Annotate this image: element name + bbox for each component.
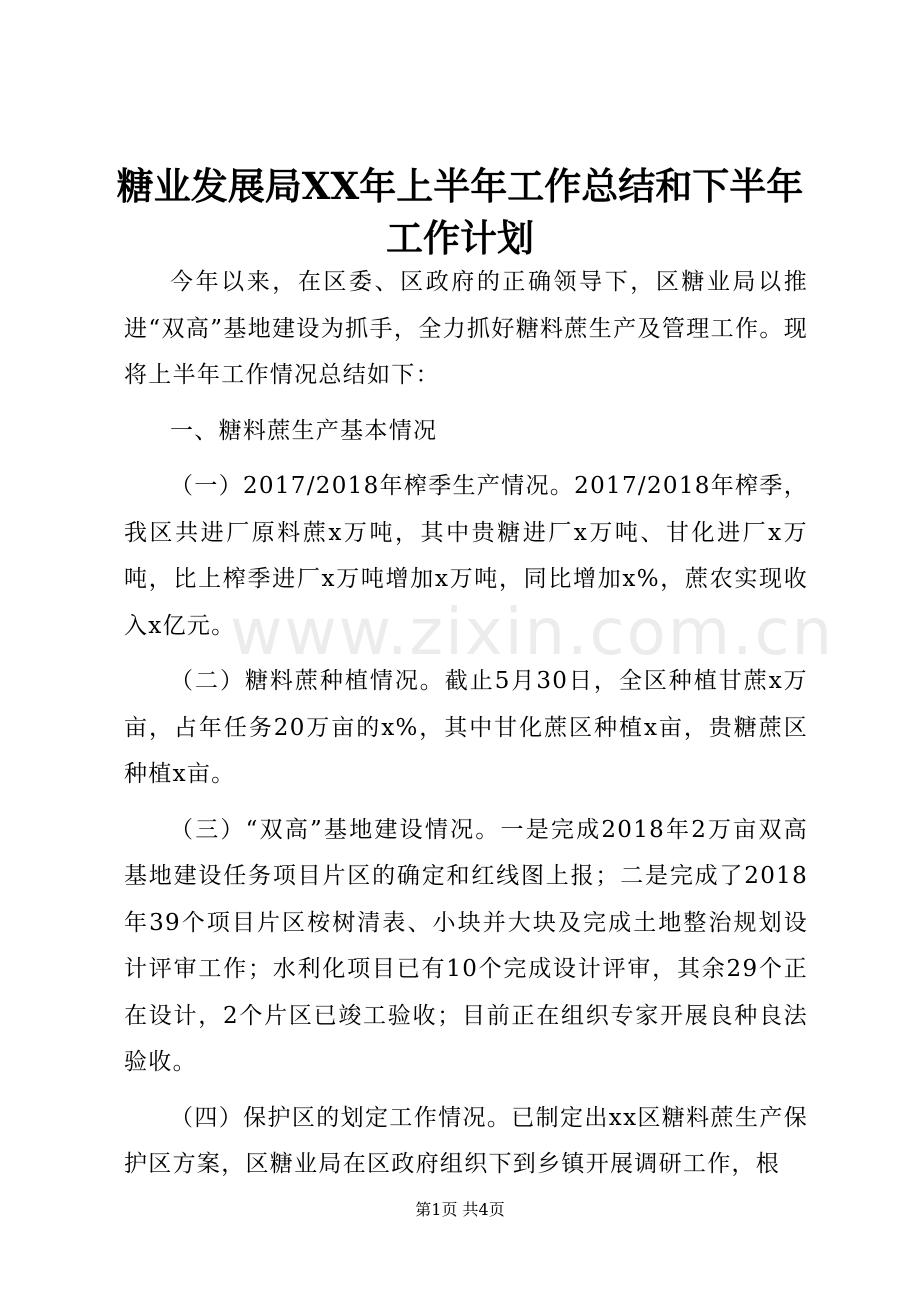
page-footer: 第1页 共4页	[415, 1200, 505, 1219]
paragraph-intro: 今年以来，在区委、区政府的正确领导下，区糖业局以推进“双高”基地建设为抓手，全力抓好糖料蔗生产及管理工作。现将上半年工作情况总结如下：	[124, 269, 808, 388]
watermark: www.zixin.com.cn	[230, 596, 835, 670]
document-title: 糖业发展局XX年上半年工作总结和下半年工作计划	[116, 164, 804, 260]
paragraph-4: （四）保护区的划定工作情况。已制定出xx区糖料蔗生产保护区方案，区糖业局在区政府组织下到乡镇开展调研工作，根	[124, 1104, 808, 1177]
paragraph-2: （二）糖料蔗种植情况。截止5月30日，全区种植甘蔗x万亩，占年任务20万亩的x%，其中甘化蔗区种植x亩，贵糖蔗区种植x亩。	[124, 668, 808, 787]
document-body	[124, 259, 808, 1197]
paragraph-1: （一）2017/2018年榨季生产情况。2017/2018年榨季，我区共进厂原料蔗x万吨，其中贵糖进厂x万吨、甘化进厂x万吨，比上榨季进厂x万吨增加x万吨，同比增加x%，蔗农实现收入x亿元。	[124, 473, 808, 639]
paragraph-3: （三）“双高”基地建设情况。一是完成2018年2万亩双高基地建设任务项目片区的确定和红线图上报；二是完成了2018年39个项目片区桉树清表、小块并大块及完成土地整治规划设计评审工作；水利化项目已有10个完成设计评审，其余29个正在设计，2个片区已竣工验收；目前正在组织专家开展良种良法验收。	[124, 816, 808, 1075]
section-heading-1: 一、糖料蔗生产基本情况	[170, 417, 438, 444]
